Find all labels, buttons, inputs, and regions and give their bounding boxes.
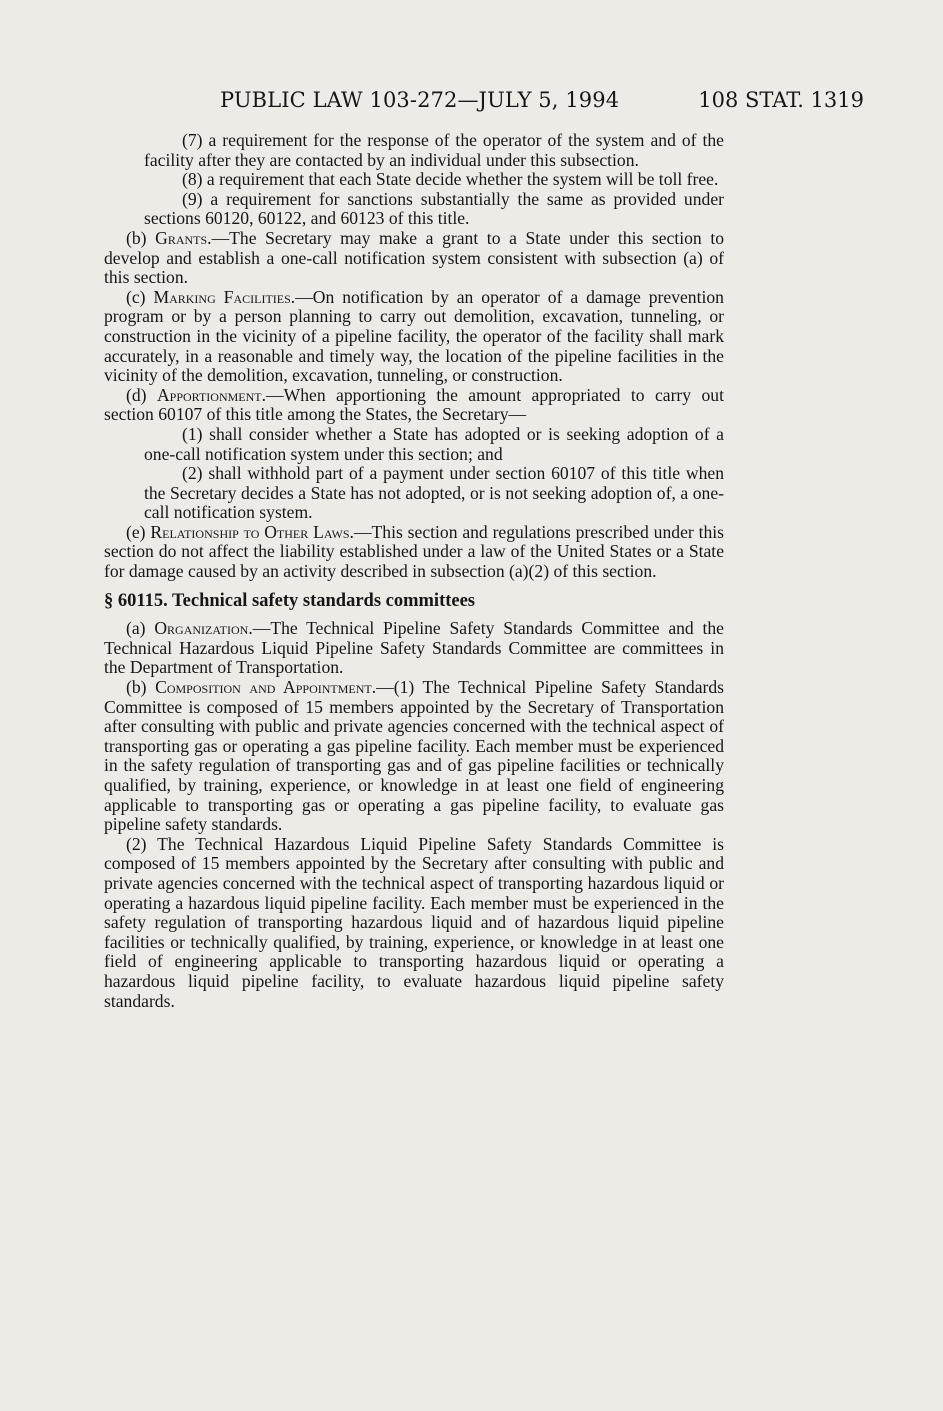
subsection-b-grants — [104, 229, 724, 288]
subsection-text: —This section and regulations prescribed under this section do not affect the liability established under a law of the United States or a State for damage caused by an activity described in subsection (a)(2) of this section. — [104, 521, 724, 582]
subsection-heading: Relationship to Other Laws. — [150, 521, 354, 542]
subsection-label: (d) — [126, 384, 147, 405]
subsection-label: (b) — [126, 227, 147, 248]
subsection-text: —(1) The Technical Pipeline Safety Standards Committee is composed of 15 members appointed by the Secretary of Transportation after consulting with public and private agencies concerned with the technical aspect of transporting gas or operating a gas pipeline facility. Each member must be experienced in the safety regulation of transporting gas and of gas pipeline facilities or technically qualified, by training, experience, or knowledge in at least one field of engineering applicable to transporting gas or operating a gas pipeline facility, to evaluate gas pipeline safety standards. — [104, 677, 725, 835]
subsection-label: (c) — [126, 286, 146, 307]
subsection-label: (e) — [126, 521, 146, 542]
paragraph-a9: (9) a requirement for sanctions substantially the same as provided under sections 60120, 60122, and 60123 of this title. — [144, 188, 724, 229]
document-body — [104, 131, 724, 1011]
subsection-e-relationship — [104, 523, 724, 582]
subsection-heading: Organization. — [154, 618, 253, 639]
section-subsection-b — [104, 678, 724, 835]
subsection-label: (a) — [126, 618, 146, 639]
subsection-text: —On notification by an operator of a damage prevention program or by a person planning to carry out demolition, excavation, tunneling, or construction in the vicinity of a pipeline facility, the operator of the facility shall mark accurately, in a reasonable and timely way, the location of the pipeline facilities in the vicinity of the demolition, excavation, tunneling, or construction. — [104, 286, 724, 386]
subsection-text: —The Secretary may make a grant to a State under this section to develop and establish a one-call notification system consistent with subsection (a) of this section. — [104, 227, 724, 288]
subsection-c-marking — [104, 288, 724, 386]
section-heading: § 60115. Technical safety standards committees — [104, 590, 476, 611]
subsection-text: —When apportioning the amount appropriated to carry out section 60107 of this title among the States, the Secretary— — [104, 384, 724, 425]
header-title: PUBLIC LAW 103-272—JULY 5, 1994 — [220, 88, 620, 112]
paragraph-d2: (2) shall withhold part of a payment under section 60107 of this title when the Secretary decides a State has not adopted, or is not seeking adoption of, a one-call notification system. — [144, 463, 724, 523]
subsection-d-apportionment — [104, 386, 724, 425]
subsection-heading: Grants. — [155, 227, 212, 248]
subsection-heading: Composition and Appointment. — [155, 677, 377, 698]
subsection-heading: Apportionment. — [156, 384, 267, 405]
subsection-heading: Marking Facilities. — [153, 286, 296, 307]
header-page-ref: 108 STAT. 1319 — [698, 88, 864, 112]
paragraph-d1: (1) shall consider whether a State has adopted or is seeking adoption of a one-call notification system under this section; and — [144, 423, 724, 464]
section-paragraph-b2: (2) The Technical Hazardous Liquid Pipeline Safety Standards Committee is composed of 15 members appointed by the Secretary after consulting with public and private agencies concerned with the technical aspect of transporting hazardous liquid or operating a hazardous liquid pipeline facility. Each member must be experienced in the safety regulation of transporting hazardous liquid and of hazardous liquid pipeline facilities or technically qualified, by training, experience, or knowledge in at least one field of engineering applicable to transporting hazardous liquid or operating a hazardous liquid pipeline facility, to evaluate hazardous liquid pipeline safety standards. — [104, 833, 724, 1011]
subsection-text: —The Technical Pipeline Safety Standards Committee and the Technical Hazardous Liquid Pipeline Safety Standards Committee are committees in the Department of Transportation. — [104, 618, 724, 678]
section-subsection-a — [104, 619, 724, 678]
paragraph-a7: (7) a requirement for the response of the operator of the system and of the facility after they are contacted by an individual under this subsection. — [144, 130, 724, 170]
subsection-label: (b) — [126, 677, 147, 698]
paragraph-a8: (8) a requirement that each State decide whether the system will be toll free. — [182, 169, 719, 190]
